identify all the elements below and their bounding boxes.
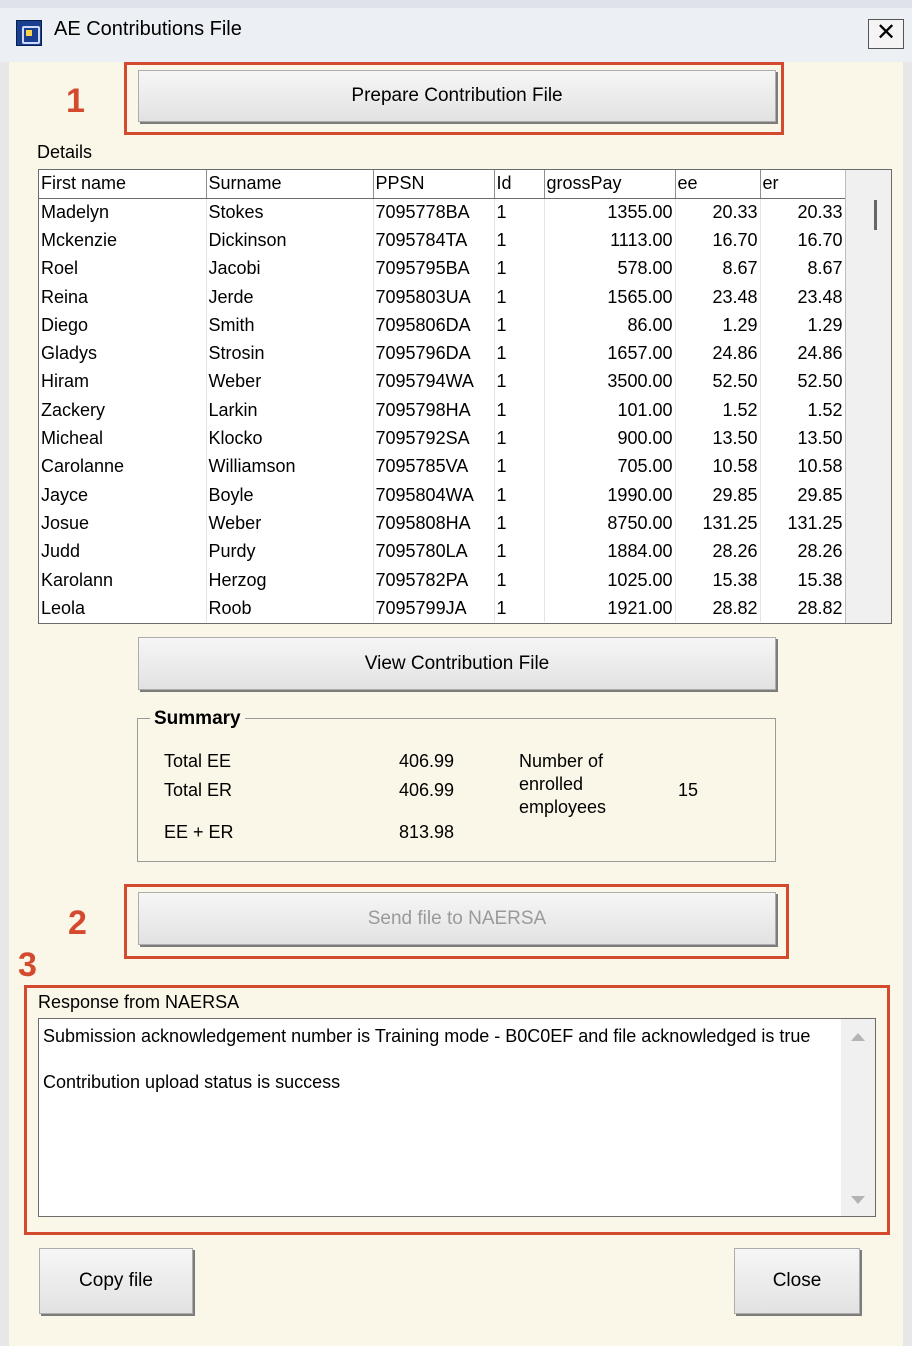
enrolled-label-line3: employees <box>519 797 607 817</box>
table-row[interactable] <box>39 226 845 254</box>
close-window-icon[interactable]: ✕ <box>868 19 904 49</box>
table-row[interactable] <box>39 339 845 367</box>
table-cell: Stokes <box>206 198 373 226</box>
table-cell: 1 <box>494 594 544 622</box>
table-cell: 7095798HA <box>373 396 494 424</box>
table-cell: 7095784TA <box>373 226 494 254</box>
table-cell: 1565.00 <box>544 283 675 311</box>
prepare-contribution-file-button[interactable]: Prepare Contribution File <box>138 70 776 122</box>
details-grid <box>38 169 892 624</box>
total-er-label: Total ER <box>164 780 233 800</box>
table-row[interactable] <box>39 509 845 537</box>
table-cell: Weber <box>206 368 373 396</box>
table-cell: 1 <box>494 509 544 537</box>
table-cell: 7095799JA <box>373 594 494 622</box>
table-cell: Herzog <box>206 566 373 594</box>
table-cell: 24.86 <box>760 339 845 367</box>
marker-2: 2 <box>68 904 87 942</box>
table-cell: 1 <box>494 226 544 254</box>
table-cell: 8.67 <box>760 255 845 283</box>
table-cell: 1 <box>494 198 544 226</box>
marker-3: 3 <box>18 946 37 984</box>
table-cell: 1355.00 <box>544 198 675 226</box>
table-cell: 10.58 <box>760 453 845 481</box>
table-cell: 101.00 <box>544 396 675 424</box>
table-cell: 1.29 <box>760 311 845 339</box>
response-line-1: Submission acknowledgement number is Training mode - B0C0EF and file acknowledged is true <box>43 1026 811 1046</box>
table-cell: Dickinson <box>206 226 373 254</box>
copy-file-button[interactable]: Copy file <box>39 1248 193 1314</box>
table-cell: 15.38 <box>760 566 845 594</box>
table-cell: Gladys <box>39 339 206 367</box>
table-cell: Josue <box>39 509 206 537</box>
table-row[interactable] <box>39 283 845 311</box>
table-row[interactable] <box>39 368 845 396</box>
enrolled-label-line1: Number of <box>519 751 604 771</box>
enrolled-label-line2: enrolled <box>519 774 584 794</box>
table-row[interactable] <box>39 311 845 339</box>
total-er-value: 406.99 <box>399 780 455 800</box>
table-cell: Jerde <box>206 283 373 311</box>
send-file-button[interactable]: Send file to NAERSA <box>138 892 776 945</box>
response-textarea[interactable] <box>38 1018 876 1217</box>
table-cell: Zackery <box>39 396 206 424</box>
table-cell: 1.52 <box>760 396 845 424</box>
details-scrollbar[interactable] <box>845 170 891 623</box>
table-cell: Jacobi <box>206 255 373 283</box>
table-cell: 1 <box>494 453 544 481</box>
table-header-row <box>39 170 845 198</box>
table-cell: 7095806DA <box>373 311 494 339</box>
table-cell: Mckenzie <box>39 226 206 254</box>
table-cell: Karolann <box>39 566 206 594</box>
table-cell: 52.50 <box>675 368 760 396</box>
table-row[interactable] <box>39 538 845 566</box>
column-header[interactable]: grossPay <box>544 170 675 198</box>
table-cell: 1990.00 <box>544 481 675 509</box>
table-cell: 7095778BA <box>373 198 494 226</box>
table-cell: 10.58 <box>675 453 760 481</box>
column-header[interactable]: Surname <box>206 170 373 198</box>
table-cell: 1 <box>494 283 544 311</box>
summary-title: Summary <box>150 708 245 730</box>
table-cell: 1 <box>494 368 544 396</box>
details-label: Details <box>37 142 93 162</box>
table-row[interactable] <box>39 396 845 424</box>
table-cell: 28.26 <box>675 538 760 566</box>
table-cell: 28.26 <box>760 538 845 566</box>
total-ee-value: 406.99 <box>399 751 455 771</box>
table-cell: Jayce <box>39 481 206 509</box>
table-cell: 7095785VA <box>373 453 494 481</box>
column-header[interactable]: Id <box>494 170 544 198</box>
table-cell: 16.70 <box>675 226 760 254</box>
scroll-down-icon[interactable] <box>851 1196 865 1204</box>
table-cell: 1 <box>494 311 544 339</box>
table-cell: 1.29 <box>675 311 760 339</box>
table-cell: 86.00 <box>544 311 675 339</box>
table-cell: Leola <box>39 594 206 622</box>
table-cell: 7095794WA <box>373 368 494 396</box>
app-icon <box>16 20 42 46</box>
table-cell: 29.85 <box>675 481 760 509</box>
table-cell: 1884.00 <box>544 538 675 566</box>
table-cell: Madelyn <box>39 198 206 226</box>
table-cell: Roel <box>39 255 206 283</box>
table-row[interactable] <box>39 255 845 283</box>
marker-1: 1 <box>66 82 85 120</box>
table-cell: 1 <box>494 566 544 594</box>
table-cell: 7095796DA <box>373 339 494 367</box>
table-cell: 7095795BA <box>373 255 494 283</box>
details-table <box>39 170 846 622</box>
table-cell: Carolanne <box>39 453 206 481</box>
table-cell: 3500.00 <box>544 368 675 396</box>
table-cell: 1 <box>494 538 544 566</box>
table-cell: 20.33 <box>760 198 845 226</box>
response-line-2 <box>43 1048 810 1071</box>
table-cell: 15.38 <box>675 566 760 594</box>
table-cell: 24.86 <box>675 339 760 367</box>
table-body <box>39 198 845 622</box>
table-cell: 705.00 <box>544 453 675 481</box>
window-title: AE Contributions File <box>54 18 242 40</box>
table-cell: 1 <box>494 481 544 509</box>
table-row[interactable] <box>39 198 845 226</box>
table-cell: 7095808HA <box>373 509 494 537</box>
table-cell: 29.85 <box>760 481 845 509</box>
total-ee-label: Total EE <box>164 751 232 771</box>
table-cell: 1 <box>494 339 544 367</box>
table-cell: Williamson <box>206 453 373 481</box>
table-cell: Weber <box>206 509 373 537</box>
table-cell: Larkin <box>206 396 373 424</box>
table-cell: Smith <box>206 311 373 339</box>
table-cell: 1.52 <box>675 396 760 424</box>
table-row[interactable] <box>39 594 845 622</box>
table-cell: Hiram <box>39 368 206 396</box>
response-scrollbar[interactable] <box>841 1019 875 1216</box>
table-cell: Boyle <box>206 481 373 509</box>
table-row[interactable] <box>39 481 845 509</box>
table-cell: 1 <box>494 255 544 283</box>
table-cell: 13.50 <box>760 424 845 452</box>
table-cell: 28.82 <box>760 594 845 622</box>
table-cell: 1657.00 <box>544 339 675 367</box>
scrollbar-thumb[interactable] <box>874 200 877 230</box>
table-cell: 7095792SA <box>373 424 494 452</box>
ee-er-value: 813.98 <box>399 822 455 842</box>
table-cell: Purdy <box>206 538 373 566</box>
view-contribution-file-button[interactable]: View Contribution File <box>138 637 776 690</box>
table-cell: 23.48 <box>760 283 845 311</box>
ee-er-label: EE + ER <box>164 822 234 842</box>
response-text <box>43 1025 810 1094</box>
table-cell: Roob <box>206 594 373 622</box>
table-cell: 16.70 <box>760 226 845 254</box>
table-cell: 28.82 <box>675 594 760 622</box>
close-button[interactable]: Close <box>734 1248 860 1314</box>
table-cell: Reina <box>39 283 206 311</box>
table-row[interactable] <box>39 424 845 452</box>
table-cell: 23.48 <box>675 283 760 311</box>
table-cell: Strosin <box>206 339 373 367</box>
column-header[interactable]: First name <box>39 170 206 198</box>
table-row[interactable] <box>39 453 845 481</box>
table-cell: 20.33 <box>675 198 760 226</box>
table-row[interactable] <box>39 566 845 594</box>
table-cell: Diego <box>39 311 206 339</box>
scroll-up-icon[interactable] <box>851 1033 865 1041</box>
table-cell: Klocko <box>206 424 373 452</box>
table-cell: 131.25 <box>760 509 845 537</box>
column-header[interactable]: ee <box>675 170 760 198</box>
table-cell: 8.67 <box>675 255 760 283</box>
table-cell: 1 <box>494 396 544 424</box>
column-header[interactable]: PPSN <box>373 170 494 198</box>
table-cell: 7095803UA <box>373 283 494 311</box>
table-cell: 1 <box>494 424 544 452</box>
column-header[interactable]: er <box>760 170 845 198</box>
table-cell: 900.00 <box>544 424 675 452</box>
table-cell: 13.50 <box>675 424 760 452</box>
response-line-3: Contribution upload status is success <box>43 1072 341 1092</box>
table-cell: Micheal <box>39 424 206 452</box>
table-cell: 1025.00 <box>544 566 675 594</box>
table-cell: 52.50 <box>760 368 845 396</box>
table-cell: 8750.00 <box>544 509 675 537</box>
enrolled-count: 15 <box>678 780 699 800</box>
table-cell: Judd <box>39 538 206 566</box>
table-cell: 7095782PA <box>373 566 494 594</box>
table-cell: 1113.00 <box>544 226 675 254</box>
table-cell: 7095780LA <box>373 538 494 566</box>
table-cell: 7095804WA <box>373 481 494 509</box>
response-label: Response from NAERSA <box>38 992 240 1012</box>
table-cell: 1921.00 <box>544 594 675 622</box>
table-cell: 131.25 <box>675 509 760 537</box>
table-cell: 578.00 <box>544 255 675 283</box>
